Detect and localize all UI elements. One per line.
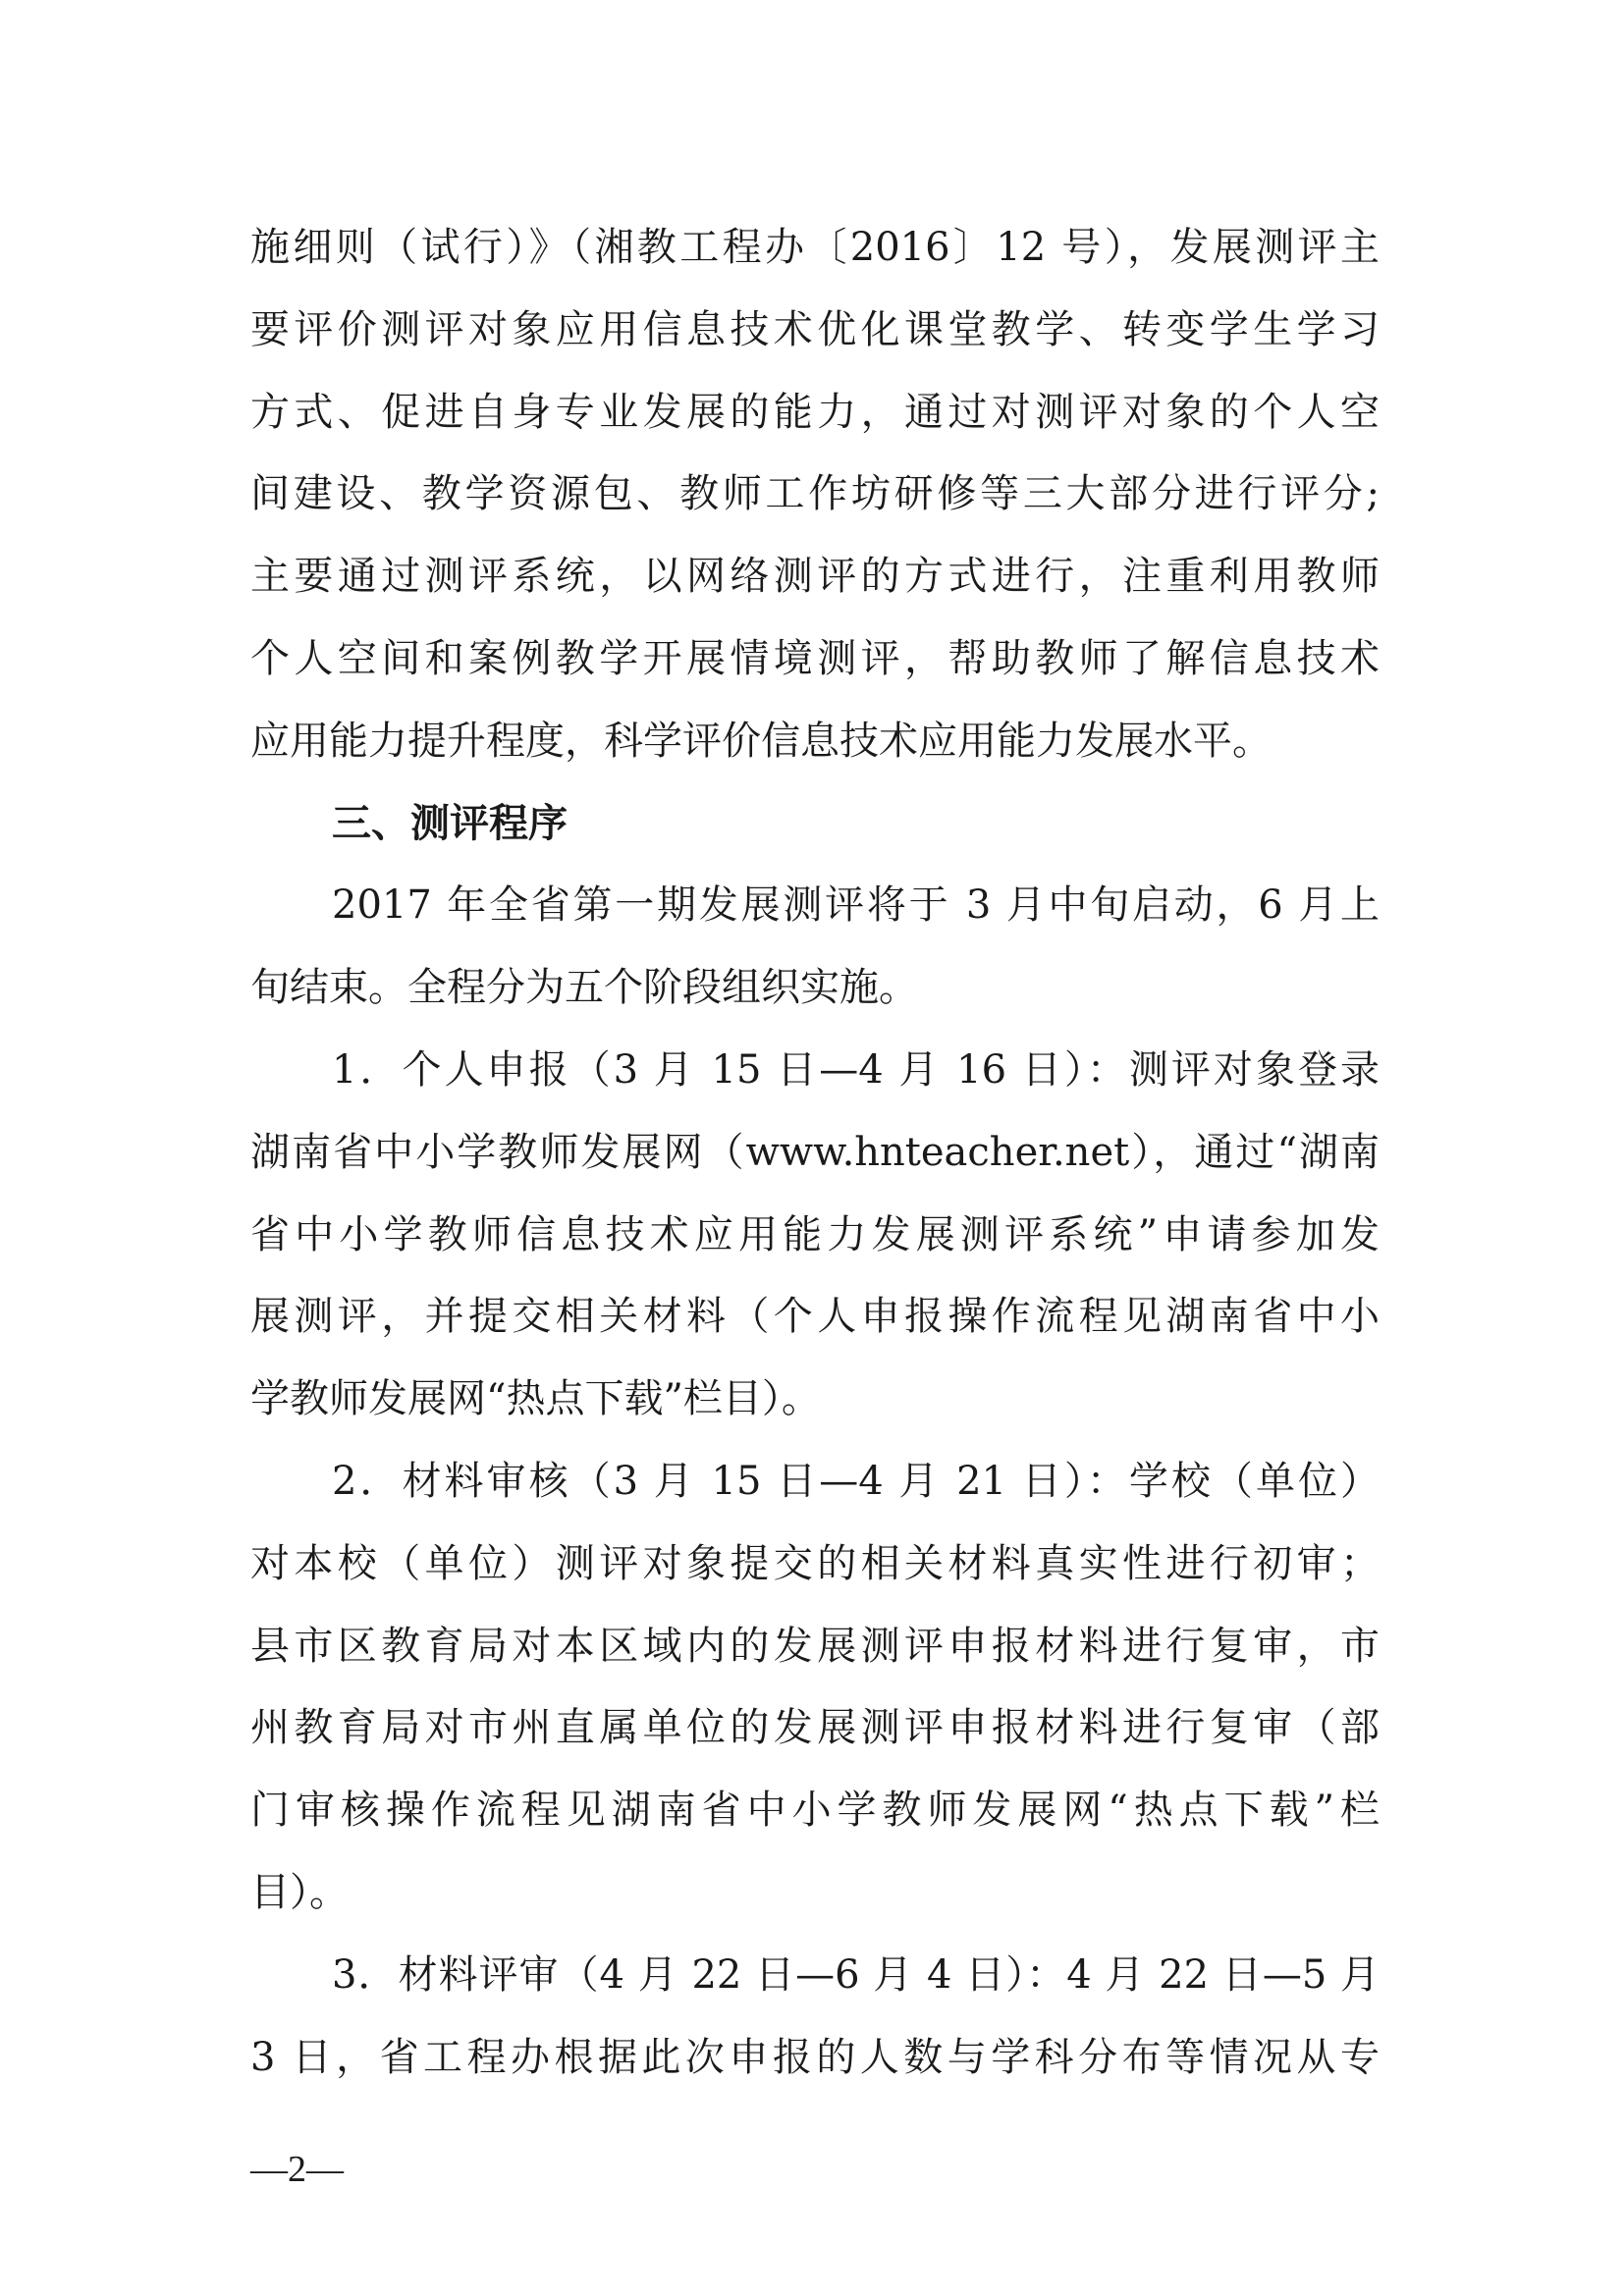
body-text-line: 学教师发展网“热点下载”栏目）。 <box>250 1376 821 1421</box>
body-text-line: 应用能力提升程度，科学评价信息技术应用能力发展水平。 <box>250 719 1272 764</box>
body-text-line: 3 日，省工程办根据此次申报的人数与学科分布等情况从专 <box>250 2035 1380 2080</box>
body-text-line: 要评价测评对象应用信息技术优化课堂教学、转变学生学习 <box>250 307 1380 352</box>
body-text-line: 1．个人申报（3 月 15 日—4 月 16 日）：测评对象登录 <box>332 1047 1380 1093</box>
body-text-line: 县市区教育局对本区域内的发展测评申报材料进行复审，市 <box>250 1624 1380 1669</box>
body-text-line: 湖南省中小学教师发展网（www.hnteacher.net），通过“湖南 <box>250 1130 1380 1175</box>
body-text-line: 旬结束。全程分为五个阶段组织实施。 <box>250 965 918 1010</box>
body-text-line: 对本校（单位）测评对象提交的相关材料真实性进行初审； <box>250 1541 1380 1586</box>
section-heading: 三、测评程序 <box>332 801 568 846</box>
body-text-line: 3．材料评审（4 月 22 日—6 月 4 日）：4 月 22 日—5 月 <box>332 1952 1380 1998</box>
page-number: —2— <box>250 2149 344 2190</box>
body-text-line: 展测评，并提交相关材料（个人申报操作流程见湖南省中小 <box>250 1294 1380 1339</box>
body-text-line: 施细则（试行）》（湘教工程办〔2016〕12 号），发展测评主 <box>250 225 1380 270</box>
body-text-line: 间建设、教学资源包、教师工作坊研修等三大部分进行评分; <box>250 471 1380 516</box>
body-text-line: 2．材料审核（3 月 15 日—4 月 21 日）：学校（单位） <box>332 1459 1380 1504</box>
body-text-line: 主要通过测评系统，以网络测评的方式进行，注重利用教师 <box>250 554 1380 599</box>
body-text-line: 个人空间和案例教学开展情境测评，帮助教师了解信息技术 <box>250 636 1380 681</box>
body-text-line: 州教育局对市州直属单位的发展测评申报材料进行复审（部 <box>250 1705 1380 1750</box>
body-text-line: 门审核操作流程见湖南省中小学教师发展网“热点下载”栏 <box>250 1788 1380 1833</box>
body-text-line: 目）。 <box>250 1870 349 1915</box>
body-text-line: 省中小学教师信息技术应用能力发展测评系统”申请参加发 <box>250 1212 1380 1257</box>
body-text-line: 方式、促进自身专业发展的能力，通过对测评对象的个人空 <box>250 390 1380 435</box>
body-text-line: 2017 年全省第一期发展测评将于 3 月中旬启动，6 月上 <box>332 882 1380 928</box>
